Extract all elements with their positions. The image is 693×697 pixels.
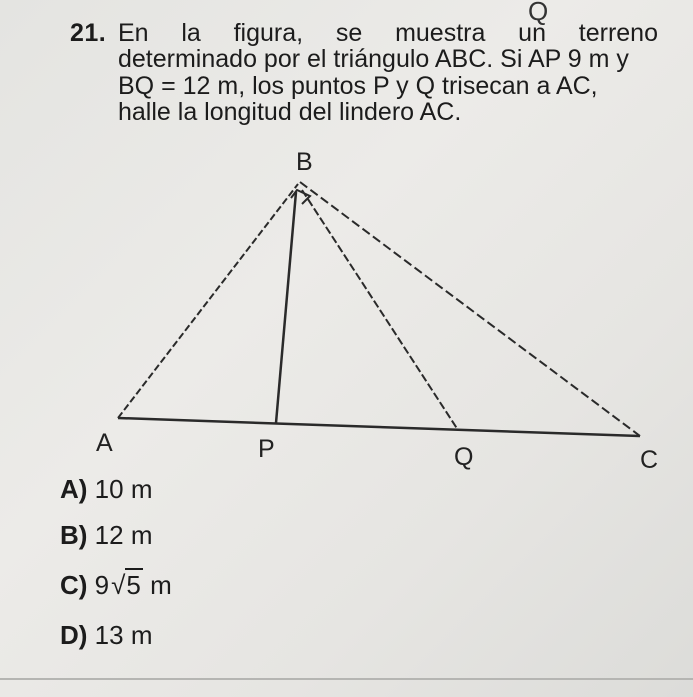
option-coefficient: 9 bbox=[94, 570, 110, 600]
vertex-label-q: Q bbox=[454, 443, 474, 471]
side-ab bbox=[118, 184, 298, 418]
sqrt-expression bbox=[109, 570, 143, 601]
right-angle-mark bbox=[291, 190, 310, 204]
option-letter: D) bbox=[60, 620, 88, 650]
option-letter: A) bbox=[60, 474, 88, 504]
vertex-label-c: C bbox=[640, 446, 659, 474]
option-value: 13 m bbox=[94, 620, 153, 650]
option-value: 12 m bbox=[94, 520, 153, 550]
vertex-label-a: A bbox=[96, 429, 113, 457]
problem-line-1: En la figura, se muestra un terreno bbox=[118, 19, 658, 47]
side-bc bbox=[300, 182, 640, 436]
option-b[interactable] bbox=[60, 520, 152, 551]
option-d[interactable] bbox=[60, 620, 152, 651]
option-letter: B) bbox=[60, 520, 88, 550]
side-ac bbox=[118, 418, 640, 436]
option-value: 10 m bbox=[94, 474, 153, 504]
header-mark: Q bbox=[528, 0, 549, 26]
option-unit: m bbox=[150, 570, 172, 600]
problem-number: 21. bbox=[70, 19, 107, 47]
sqrt-symbol: √ bbox=[111, 570, 126, 600]
vertex-label-p: P bbox=[258, 435, 275, 463]
option-radicand: 5 bbox=[126, 570, 141, 600]
option-c[interactable] bbox=[60, 570, 172, 601]
divider bbox=[0, 678, 693, 680]
problem-line-3: BQ = 12 m, los puntos P y Q trisecan a AC, bbox=[118, 72, 598, 100]
option-a[interactable] bbox=[60, 474, 152, 505]
problem-line-2: determinado por el triángulo ABC. Si AP 9 m y bbox=[118, 45, 629, 73]
problem-line-4: halle la longitud del lindero AC. bbox=[118, 98, 462, 126]
vertex-label-b: B bbox=[296, 148, 313, 176]
segment-bq bbox=[302, 190, 458, 430]
option-letter: C) bbox=[60, 570, 88, 600]
segment-bp bbox=[276, 192, 296, 423]
